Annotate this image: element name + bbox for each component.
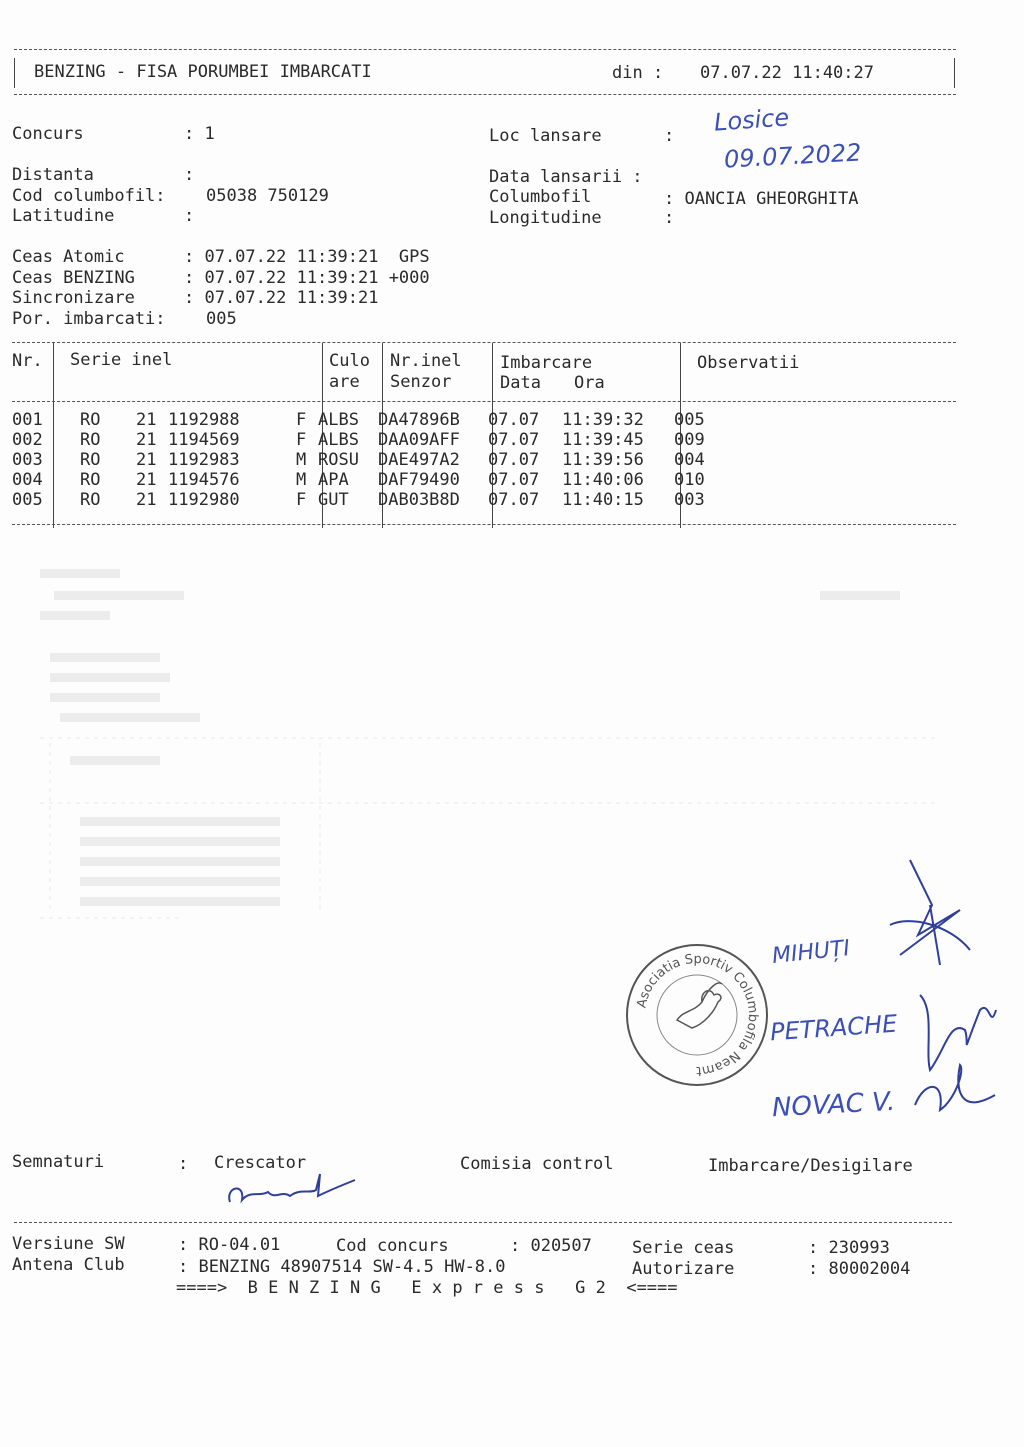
cell-data: 07.07 xyxy=(488,470,540,490)
columbofil-label: Columbofil xyxy=(489,187,592,207)
din-label: din : xyxy=(612,63,664,83)
ceas-atomic-label: Ceas Atomic xyxy=(12,247,125,267)
cell-inel: 1192983 xyxy=(168,450,240,470)
cell-an: 21 xyxy=(136,470,157,490)
stamp-text: Asociatia Sportiv Columbofila Neamt xyxy=(634,951,761,1079)
cell-senzor: DA47896B xyxy=(378,410,460,430)
header-right-bar xyxy=(954,58,955,88)
por-imbarcati-label: Por. imbarcati: xyxy=(12,309,166,329)
cell-inel: 1192988 xyxy=(168,410,240,430)
cell-ora: 11:40:06 xyxy=(562,470,644,490)
cell-inel: 1194569 xyxy=(168,430,240,450)
col-header-nr: Nr. xyxy=(12,351,43,371)
cell-sex: M xyxy=(296,450,307,470)
cell-inel: 1194576 xyxy=(168,470,240,490)
club-stamp xyxy=(622,940,772,1090)
cell-obs: 004 xyxy=(674,450,705,470)
cell-ora: 11:40:15 xyxy=(562,490,644,510)
cell-an: 21 xyxy=(136,410,157,430)
autorizare-value: : 80002004 xyxy=(808,1259,911,1279)
table-top-rule xyxy=(12,342,956,343)
latitudine-label: Latitudine xyxy=(12,206,115,226)
cod-concurs-value: : 020507 xyxy=(510,1236,592,1256)
pigeon-table xyxy=(12,410,709,510)
cod-columbofil-value: 05038 750129 xyxy=(206,186,329,206)
benzing-express-banner: ====> B E N Z I N G E x p r e s s G 2 <==== xyxy=(176,1278,678,1298)
crescator-signature xyxy=(220,1172,360,1212)
signature-scribble-1 xyxy=(870,855,990,975)
cell-sex: F xyxy=(296,490,307,510)
bleed-through-lines xyxy=(40,563,960,923)
col-header-ora: Ora xyxy=(574,373,605,393)
cell-culoare: ALBS xyxy=(318,410,359,430)
table-row xyxy=(12,430,709,450)
col-header-senzor: Senzor xyxy=(390,372,452,392)
cell-ora: 11:39:32 xyxy=(562,410,644,430)
serie-ceas-value: : 230993 xyxy=(808,1238,890,1258)
cell-tara: RO xyxy=(80,470,101,490)
cell-data: 07.07 xyxy=(488,410,540,430)
distanta-label: Distanta xyxy=(12,165,94,185)
longitudine-value: : xyxy=(664,208,675,228)
cell-nr: 004 xyxy=(12,470,43,490)
cell-nr: 005 xyxy=(12,490,43,510)
cell-data: 07.07 xyxy=(488,430,540,450)
comisia-label: Comisia control xyxy=(460,1154,614,1174)
header-left-bar xyxy=(14,58,15,88)
crescator-label: Crescator xyxy=(214,1153,307,1173)
table-row xyxy=(12,490,709,510)
col-header-culoare: Culo xyxy=(329,351,370,371)
cell-tara: RO xyxy=(80,410,101,430)
cell-senzor: DAA09AFF xyxy=(378,430,460,450)
columbofil-value: : OANCIA GHEORGHITA xyxy=(664,189,859,209)
cell-obs: 009 xyxy=(674,430,705,450)
cell-an: 21 xyxy=(136,430,157,450)
cell-an: 21 xyxy=(136,490,157,510)
cell-sex: M xyxy=(296,470,307,490)
table-row xyxy=(12,450,709,470)
cell-senzor: DAF79490 xyxy=(378,470,460,490)
document-title: BENZING - FISA PORUMBEI IMBARCATI xyxy=(34,62,372,82)
cell-ora: 11:39:56 xyxy=(562,450,644,470)
table-row xyxy=(12,470,709,490)
col-header-data: Data xyxy=(500,373,541,393)
cell-culoare: APA xyxy=(318,470,349,490)
dove-icon xyxy=(677,983,722,1028)
cell-nr: 001 xyxy=(12,410,43,430)
cell-culoare: ALBS xyxy=(318,430,359,450)
semnaturi-sep: : xyxy=(178,1154,189,1174)
cell-senzor: DAE497A2 xyxy=(378,450,460,470)
longitudine-label: Longitudine xyxy=(489,208,602,228)
versiune-value: : RO-04.01 xyxy=(178,1235,281,1255)
data-lansarii-label: Data lansarii : xyxy=(489,167,643,187)
col-header-observatii: Observatii xyxy=(697,353,800,373)
cell-obs: 003 xyxy=(674,490,705,510)
imbarcare-label: Imbarcare/Desigilare xyxy=(708,1156,913,1176)
versiune-label: Versiune SW xyxy=(12,1234,125,1254)
handwritten-name-novac: NOVAC V. xyxy=(771,1086,896,1124)
cell-tara: RO xyxy=(80,430,101,450)
loc-lansare-sep: : xyxy=(664,126,675,146)
col-header-imbarcare: Imbarcare xyxy=(500,353,593,373)
antena-value: : BENZING 48907514 SW-4.5 HW-8.0 xyxy=(178,1257,506,1277)
handwritten-data-lansarii: 09.07.2022 xyxy=(723,138,863,174)
cell-obs: 010 xyxy=(674,470,705,490)
header-bottom-rule xyxy=(14,94,956,95)
por-imbarcati-value: 005 xyxy=(206,309,237,329)
loc-lansare-label: Loc lansare xyxy=(489,126,602,146)
table-row xyxy=(12,410,709,430)
cell-data: 07.07 xyxy=(488,450,540,470)
cod-concurs-label: Cod concurs xyxy=(336,1236,449,1256)
cod-columbofil-label: Cod columbofil: xyxy=(12,186,166,206)
signature-scribble-3 xyxy=(905,1060,1005,1130)
ceas-benzing-label: Ceas BENZING xyxy=(12,268,135,288)
sincronizare-label: Sincronizare xyxy=(12,288,135,308)
din-value: 07.07.22 11:40:27 xyxy=(700,63,874,83)
cell-senzor: DAB03B8D xyxy=(378,490,460,510)
col-header-nrinel: Nr.inel xyxy=(390,351,462,371)
col-header-culoare-2: are xyxy=(329,372,360,392)
cell-an: 21 xyxy=(136,450,157,470)
table-bottom-rule xyxy=(12,524,956,525)
cell-inel: 1192980 xyxy=(168,490,240,510)
sincronizare-value: : 07.07.22 11:39:21 xyxy=(184,288,379,308)
table-header-rule xyxy=(12,401,956,402)
cell-sex: F xyxy=(296,410,307,430)
latitudine-value: : xyxy=(184,206,195,226)
handwritten-name-mihuti: MIHUȚI xyxy=(770,935,852,970)
cell-nr: 002 xyxy=(12,430,43,450)
footer-rule xyxy=(14,1222,952,1223)
header-top-rule xyxy=(14,49,956,50)
cell-culoare: ROSU xyxy=(318,450,359,470)
cell-nr: 003 xyxy=(12,450,43,470)
bleed-through-print xyxy=(40,545,960,927)
concurs-label: Concurs xyxy=(12,124,84,144)
col-header-serie: Serie inel xyxy=(70,350,173,370)
cell-data: 07.07 xyxy=(488,490,540,510)
cell-ora: 11:39:45 xyxy=(562,430,644,450)
cell-sex: F xyxy=(296,430,307,450)
ceas-atomic-value: : 07.07.22 11:39:21 GPS xyxy=(184,247,430,267)
handwritten-name-petrache: PETRACHE xyxy=(769,1009,899,1047)
cell-tara: RO xyxy=(80,490,101,510)
handwritten-loc-lansare: Losice xyxy=(713,103,791,137)
antena-label: Antena Club xyxy=(12,1255,125,1275)
cell-tara: RO xyxy=(80,450,101,470)
distanta-value: : xyxy=(184,165,195,185)
serie-ceas-label: Serie ceas xyxy=(632,1238,735,1258)
cell-obs: 005 xyxy=(674,410,705,430)
cell-culoare: GUT xyxy=(318,490,349,510)
autorizare-label: Autorizare xyxy=(632,1259,735,1279)
concurs-value: : 1 xyxy=(184,124,215,144)
semnaturi-label: Semnaturi xyxy=(12,1152,105,1172)
ceas-benzing-value: : 07.07.22 11:39:21 +000 xyxy=(184,268,430,288)
